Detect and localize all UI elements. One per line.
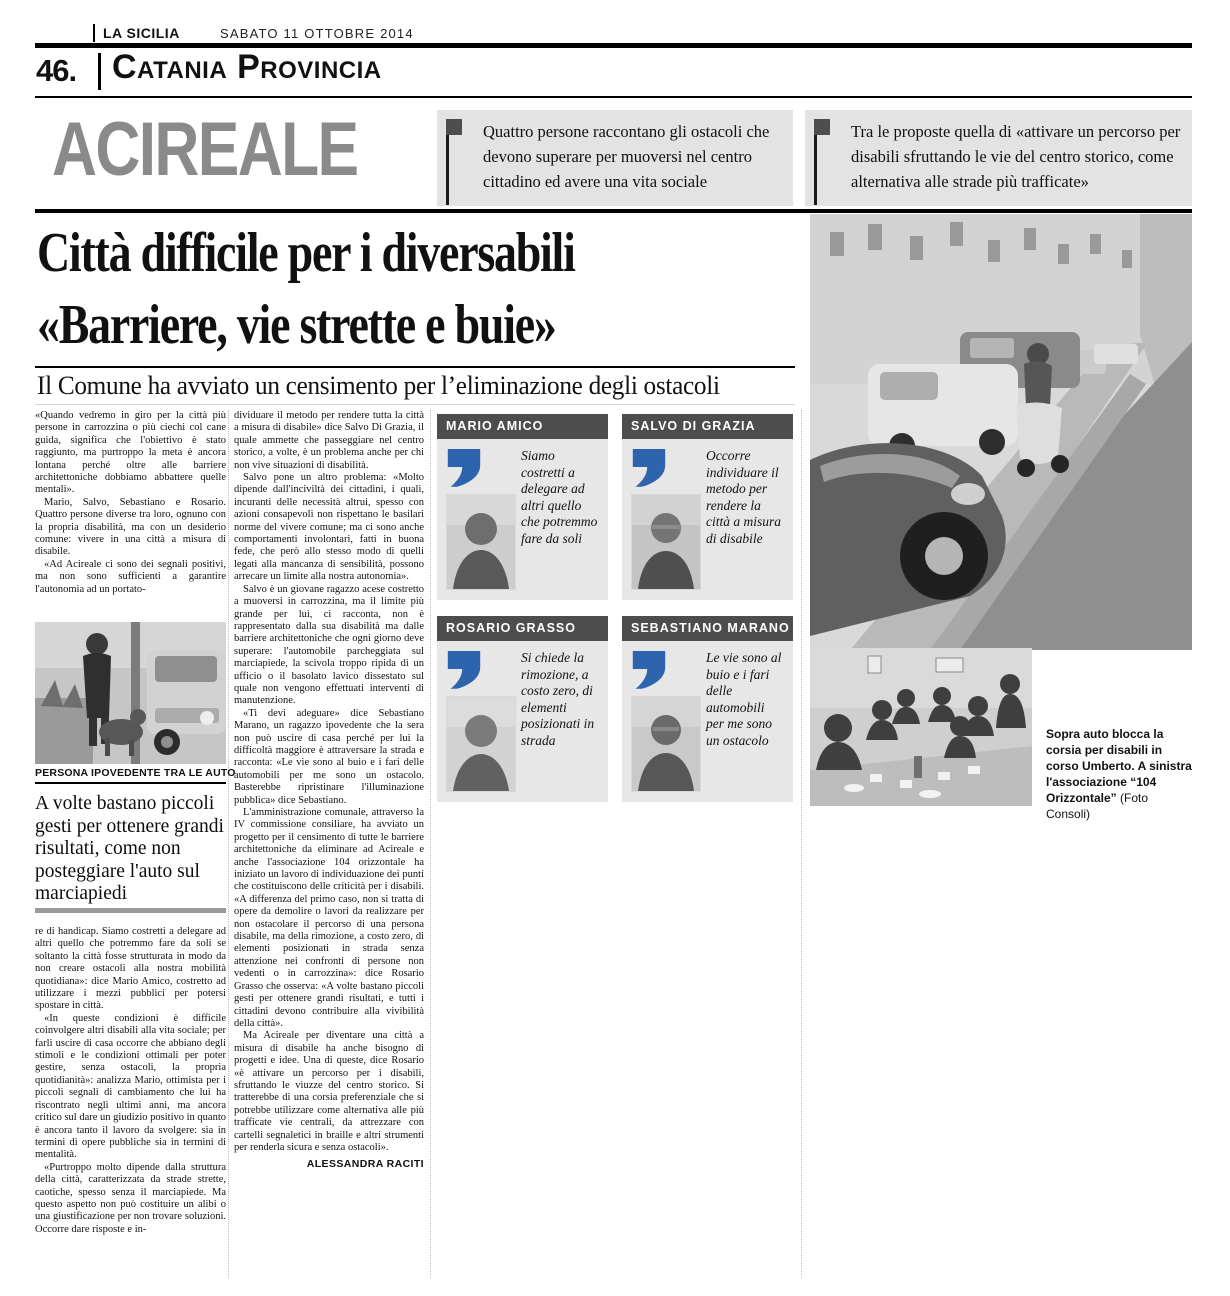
section-rule <box>35 96 1192 98</box>
pull-quote-rule <box>35 908 226 913</box>
paragraph: «Quando vedremo in giro per la città più persone in carrozzina o più ciechi col cane guida, significa che l'obiettivo è stato raggiunto, ma purtroppo la meta è ancora lontana perché oltre alle barriere architettoniche dobbiamo abbattere quelle mentali». <box>35 410 226 496</box>
profile-quote: Siamo costretti a delegare ad altri quello che potremmo fare da soli <box>521 448 598 546</box>
street-photo <box>810 214 1192 650</box>
paragraph: «Ad Acireale ci sono dei segnali positivi, ma non sono sufficienti a garantire l'autonomia ad un portato- <box>35 558 226 595</box>
deck-box-right <box>805 110 1192 206</box>
portrait-photo <box>631 696 701 792</box>
headline-line1: Città difficile per i diversabili <box>37 222 575 284</box>
paragraph: dividuare il metodo per rendere tutta la città a misura di disabile» dice Salvo Di Grazia, il quale ammette che passeggiare nel centro storico, a volte, è un problema anche per chi non vive situazioni di disabilità. <box>234 410 424 471</box>
masthead: LA SICILIA <box>103 25 180 41</box>
paragraph: Mario, Salvo, Sebastiano e Rosario. Quattro persone diverse tra loro, ognuno con la propria disabilità, ma con un desiderio comune: vivere in una città a misura di disabile. <box>35 496 226 558</box>
article-col1-top <box>35 410 226 596</box>
quote-icon <box>631 649 667 689</box>
section-title: Catania Provincia <box>112 48 382 86</box>
article-col2 <box>234 410 424 1171</box>
photo-caption-left: PERSONA IPOVEDENTE TRA LE AUTO <box>35 767 236 779</box>
profile-card-mario-amico <box>437 414 608 600</box>
deck-right-text: Tra le proposte quella di «attivare un percorso per disabili sfruttando le vie del centro storico, come alternativa alle strade più trafficate» <box>851 122 1181 191</box>
subhead-rule <box>35 366 795 368</box>
column-divider-3 <box>801 410 802 1278</box>
column-divider-1 <box>228 410 229 1278</box>
headline-line2: «Barriere, vie strette e buie» <box>37 294 556 356</box>
profile-quote: Le vie sono al buio e i fari delle automobili per me sono un ostacolo <box>706 650 782 748</box>
paragraph: «Ti devi adeguare» dice Sebastiano Marano, un ragazzo ipovedente che la sera non può uscire di casa perché per lui la difficoltà maggiore è attraversare la strada e racconta: «Le vie sono al buio e i fari delle automobili per me sono un ostacolo. Basterebbe ripristinare l'illuminazione pubblica» dice Sebastiano. <box>234 707 424 806</box>
article-col1-bottom <box>35 926 226 1236</box>
deck-right-square-icon <box>814 119 830 135</box>
paragraph: re di handicap. Siamo costretti a delegare ad altri quello che potremmo fare da soli se soltanto la città fosse strutturata in modo da non creare ostacoli alla nostra mobilità quotidiana»: dice Mario Amico, costretto ad utilizzare i mezzi pubblici per potersi spostare in città. <box>35 926 226 1012</box>
profile-quote: Si chiede la rimozione, a costo zero, di elementi posizionati in strada <box>521 650 595 748</box>
kicker-acireale: ACIREALE <box>52 107 358 192</box>
caption-text: Sopra auto blocca la corsia per disabili in corso Umberto. A sinistra l'associazione “104 Orizzontale” <box>1046 727 1192 805</box>
portrait-photo <box>446 494 516 590</box>
quote-icon <box>631 447 667 487</box>
paragraph: L'amministrazione comunale, attraverso la IV commissione consiliare, ha avviato un progetto per il censimento di tutte le barriere architettoniche da eliminare ad Acireale e anche l'associazione 104 orizzontale ha iniziato un lavoro di individuazione dei punti che costituiscono delle criticità per i disabili. «A differenza del primo caso, non si tratta di opere da demolire o lavori da realizzare per non ostacolare il percorso di una persona disabile, ma della rimozione, a costo zero, di elementi posizionati in strada senza attenzione nei confronti di persone non vedenti o in carrozzina»: dice Rosario Grasso che osserva: «A volte bastano piccoli gesti per ottenere grandi risultati, e tutti i cittadini devono contribuire alla vivibilità della città». <box>234 807 424 1029</box>
header-vertical-bar <box>98 53 101 90</box>
profile-card-rosario-grasso <box>437 616 608 802</box>
portrait-photo <box>631 494 701 590</box>
deck-box-left <box>437 110 793 206</box>
column-divider-2 <box>430 410 431 1278</box>
byline: ALESSANDRA RACITI <box>306 1158 424 1171</box>
profile-quote: Occorre individuare il metodo per rendere la città a misura di disabile <box>706 448 782 546</box>
photo-ipovedente <box>35 622 226 764</box>
page-number: 46. <box>36 53 77 88</box>
paragraph: Salvo pone un altro problema: «Molto dipende dall'inciviltà dei cittadini, i quali, incuranti delle necessità altrui, spesso con azioni consapevoli non rispettano le basilari norme del vivere comune; ma ci sono anche comportamenti involontari, fatti in buona fede, che però allo stesso modo di quelli legati alla mancanza di sensibilità, possono arrecare un limite alla nostra autonomia». <box>234 472 424 583</box>
pull-quote: A volte bastano piccoli gesti per ottenere grandi risultati, come non posteggiare l'auto sul marciapiedi <box>35 793 224 904</box>
profile-card-salvo-di-grazia <box>622 414 793 600</box>
deck-left-text: Quattro persone raccontano gli ostacoli che devono superare per muoversi nel centro cittadino ed avere una vita sociale <box>483 122 770 191</box>
caption-left-rule <box>35 782 226 784</box>
group-photo <box>810 648 1032 806</box>
profile-card-sebastiano-marano <box>622 616 793 802</box>
quote-icon <box>446 649 482 689</box>
photo-credit: (Foto Consoli) <box>1046 791 1149 821</box>
banner-bottom-rule <box>35 209 1192 213</box>
quote-icon <box>446 447 482 487</box>
paragraph: «Purtroppo molto dipende dalla struttura della città, caratterizzata da strade strette, caotiche, spesso senza il marciapiede. Ma questo aspetto non può costituire un alibi o una giustificazione per non trovare soluzioni. Occorre dare risposte e in- <box>35 1161 226 1235</box>
profile-name-bar: ROSARIO GRASSO <box>437 616 608 641</box>
profile-name-bar: SALVO DI GRAZIA <box>622 414 793 439</box>
body-top-hairline <box>35 404 795 405</box>
issue-date: SABATO 11 OTTOBRE 2014 <box>220 26 414 41</box>
paragraph: «In queste condizioni è difficile coinvolgere altri disabili alla vita sociale; per farli uscire di casa occorre che abbiano degli stimoli e le condizioni ottimali per poter gestire, senza ostacoli, la propria quotidianità»: analizza Mario, ottimista per i piccoli segnali di cambiamento che lui ha riscontrato negli ultimi anni, ma ancora critico sul dare un giudizio positivo in quanto è ancora tanto il lavoro da svolgere: sia in termini di opere pubbliche sia in termini di mentalità. <box>35 1012 227 1161</box>
subhead: Il Comune ha avviato un censimento per l’eliminazione degli ostacoli <box>37 371 720 400</box>
masthead-tick <box>93 24 95 42</box>
paragraph: Salvo è un giovane ragazzo acese costretto a muoversi in carrozzina, ma il limite più grande per lui, ci racconta, non è rappresentato dalla sua disabilità ma dalle barriere architettoniche che ogni giorno deve superare: l'automobile parcheggiata sul marciapiede, la scivola troppo ripida di un ufficio o il basolato lavico dissestato sul quale non vengono effettuati interventi di manutenzione. <box>234 583 424 707</box>
paragraph: Ma Acireale per diventare una città a misura di disabile ha anche bisogno di progetti e idee. Una di queste, dice Rosario «è attivare un percorso per i disabili, sfruttando le viuzze del centro storico. Si tratterebbe di una corsia preferenziale che si potrebbe utilizzare come alternativa alle più trafficate vie centrali, da attrezzare con cartelli segnaletici in braille e altri strumenti per renderla sicura e senza ostacoli». <box>234 1030 424 1153</box>
photo-caption-right <box>1046 726 1192 822</box>
profile-name-bar: MARIO AMICO <box>437 414 608 439</box>
deck-left-square-icon <box>446 119 462 135</box>
profile-name-bar: SEBASTIANO MARANO <box>622 616 793 641</box>
portrait-photo <box>446 696 516 792</box>
